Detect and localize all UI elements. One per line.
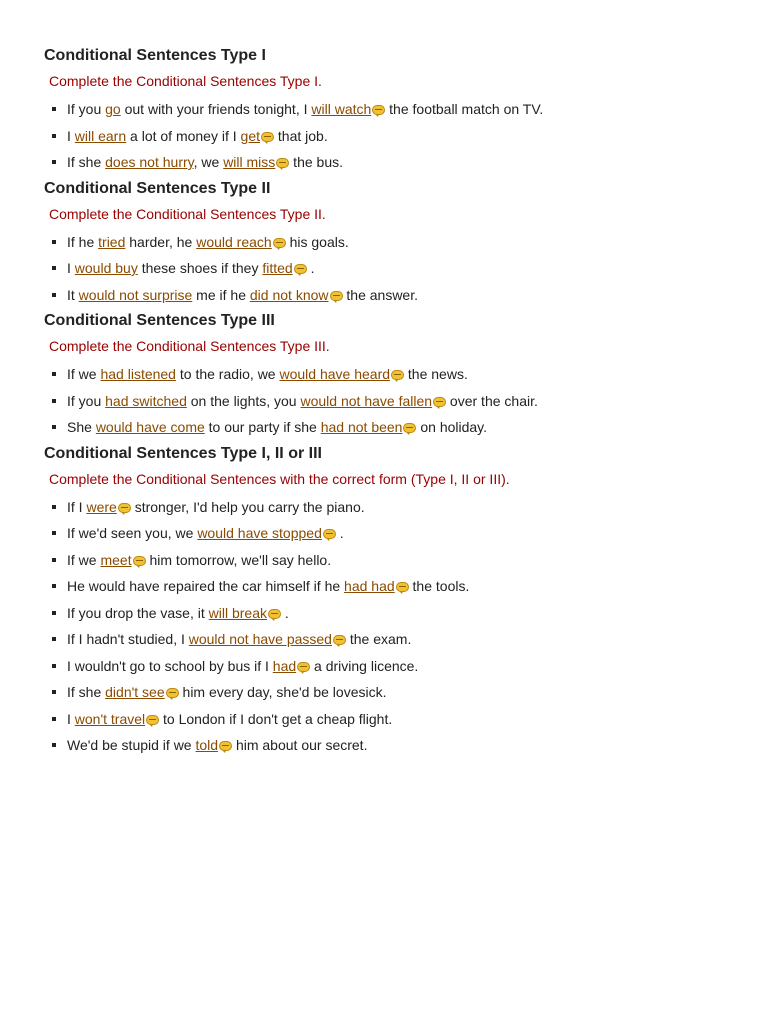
sentence-text: . [306,260,315,276]
bullet-icon [52,584,56,588]
sentence-text: him about our secret. [232,737,368,753]
hint-speech-bubble-icon[interactable] [273,238,286,248]
sentence-text: the football match on TV. [385,101,544,117]
answer-field[interactable]: had not been [320,419,403,435]
section-instruction: Complete the Conditional Sentences Type I. [49,73,322,89]
answer-field[interactable]: will watch [311,101,372,117]
sentence-text: harder, he [125,233,197,250]
exercise-item [44,152,768,172]
answer-field[interactable]: will miss [223,154,276,170]
sentence-text: I [67,127,75,144]
exercise-item [44,682,768,702]
sentence-text: to London if I don't get a cheap flight. [159,710,393,727]
bullet-icon [52,743,56,747]
answer-field[interactable]: go [105,101,121,117]
bullet-icon [52,240,56,244]
bullet-icon [52,690,56,694]
exercise-item [44,709,768,729]
sentence-text: stronger, I'd help you carry the piano. [130,498,365,515]
section-title: Conditional Sentences Type III [44,312,275,329]
answer-field[interactable]: meet [100,551,132,568]
exercise-item [44,258,768,278]
answer-field[interactable]: would reach [196,233,272,250]
bullet-icon [52,637,56,641]
hint-speech-bubble-icon[interactable] [297,662,310,672]
sentence-text: He would have repaired the car himself if he [67,578,345,594]
sentence-text: We'd be stupid if we [67,737,196,753]
sentence-text: on the lights, you [186,392,301,409]
exercise-item [44,417,768,437]
sentence-text: If you [67,101,106,117]
sentence-text: If we [67,551,101,568]
hint-speech-bubble-icon[interactable] [276,158,289,168]
sentence-text: . [281,604,289,621]
answer-field[interactable]: would not have fallen [300,392,433,409]
answer-field[interactable]: had [272,657,297,674]
bullet-icon [52,531,56,535]
exercise-item [44,550,768,570]
exercise-list [44,99,768,172]
hint-speech-bubble-icon[interactable] [372,105,385,115]
hint-speech-bubble-icon[interactable] [133,556,146,566]
sentence-text: these shoes if they [137,260,263,276]
bullet-icon [52,160,56,164]
exercise-item [44,364,768,384]
sentence-text: the bus. [289,154,343,170]
answer-field[interactable]: won't travel [74,710,146,727]
hint-speech-bubble-icon[interactable] [118,503,131,513]
sentence-text: the exam. [345,631,412,647]
bullet-icon [52,558,56,562]
sentence-text: him tomorrow, we'll say hello. [145,551,332,568]
exercise-item [44,391,768,411]
sentence-text: If we [67,366,101,382]
exercise-item [44,523,768,543]
exercise-item [44,497,768,517]
answer-field[interactable]: had switched [105,392,187,409]
hint-speech-bubble-icon[interactable] [333,635,346,645]
sentence-text: a lot of money if I [126,127,241,144]
exercise-item [44,232,768,252]
sentence-text: me if he [192,286,250,303]
bullet-icon [52,664,56,668]
hint-speech-bubble-icon[interactable] [396,582,409,592]
section-mixed-types [44,444,768,756]
sentence-text: the news. [404,366,468,382]
section-instruction: Complete the Conditional Sentences Type II. [49,205,326,222]
sentence-text: to the radio, we [175,366,280,382]
answer-field[interactable]: would have stopped [197,525,322,541]
hint-speech-bubble-icon[interactable] [166,688,179,698]
sentence-text: If we'd seen you, we [67,525,198,541]
bullet-icon [52,505,56,509]
sentence-text: It [67,286,79,303]
bullet-icon [52,107,56,111]
section-title: Conditional Sentences Type I, II or III [44,444,322,462]
exercise-item [44,629,768,649]
hint-speech-bubble-icon[interactable] [268,609,281,619]
sentence-text: I wouldn't go to school by bus if I [67,657,273,674]
sentence-text: If I hadn't studied, I [67,631,189,647]
section-type-2 [44,179,768,305]
answer-field[interactable]: will break [208,604,267,621]
answer-field[interactable]: were [86,498,117,515]
answer-field[interactable]: will earn [74,127,127,144]
section-type-3 [44,311,768,437]
sentence-text: over the chair. [446,392,538,409]
bullet-icon [52,372,56,376]
exercise-list [44,232,768,305]
sentence-text: If you [67,392,106,409]
answer-field[interactable]: had listened [100,366,176,382]
answer-field[interactable]: does not hurry [105,154,194,170]
sentence-text: . [335,525,344,541]
sentence-text: , we [193,154,224,170]
section-instruction: Complete the Conditional Sentences with the correct form (Type I, II or III). [49,470,510,487]
hint-speech-bubble-icon[interactable] [391,370,404,380]
sentence-text: If she [67,154,106,170]
answer-field[interactable]: did not know [249,286,329,303]
hint-speech-bubble-icon[interactable] [433,397,446,407]
section-title: Conditional Sentences Type II [44,179,271,197]
answer-field[interactable]: didn't see [105,684,165,700]
section-instruction: Complete the Conditional Sentences Type III. [49,338,330,354]
exercise-item [44,99,768,119]
exercise-item [44,576,768,596]
answer-field[interactable]: would not surprise [78,286,193,303]
sentence-text: If she [67,684,106,700]
answer-field[interactable]: had had [344,578,395,594]
hint-speech-bubble-icon[interactable] [323,529,336,539]
bullet-icon [52,293,56,297]
exercise-item [44,126,768,146]
bullet-icon [52,425,56,429]
answer-field[interactable]: would buy [74,260,138,276]
answer-field[interactable]: get [240,127,260,144]
sentence-text: his goals. [285,233,349,250]
section-type-1 [44,46,768,172]
sentence-text: I [67,710,75,727]
bullet-icon [52,611,56,615]
sentence-text: a driving licence. [310,657,419,674]
answer-field[interactable]: would have come [95,419,205,435]
hint-speech-bubble-icon[interactable] [219,741,232,751]
exercise-list [44,497,768,756]
hint-speech-bubble-icon[interactable] [146,715,159,725]
sentence-text: that job. [274,127,328,144]
answer-field[interactable]: tried [98,233,126,250]
hint-speech-bubble-icon[interactable] [330,291,343,301]
sentence-text: on holiday. [416,419,488,435]
sentence-text: If I [67,498,87,515]
section-title: Conditional Sentences Type I [44,47,266,64]
sentence-text: the answer. [342,286,418,303]
sentence-text: I [67,260,75,276]
bullet-icon [52,717,56,721]
sentence-text: She [67,419,96,435]
exercise-item [44,603,768,623]
exercise-item [44,735,768,755]
sentence-text: out with your friends tonight, I [120,101,312,117]
bullet-icon [52,134,56,138]
answer-field[interactable]: fitted [262,260,293,276]
bullet-icon [52,399,56,403]
sentence-text: to our party if she [204,419,321,435]
answer-field[interactable]: would have heard [279,366,391,382]
hint-speech-bubble-icon[interactable] [294,264,307,274]
sentence-text: the tools. [408,578,470,594]
sentence-text: him every day, she'd be lovesick. [178,684,387,700]
exercise-item [44,285,768,305]
exercise-item [44,656,768,676]
sentence-text: If you drop the vase, it [67,604,209,621]
hint-speech-bubble-icon[interactable] [403,423,416,433]
hint-speech-bubble-icon[interactable] [261,132,274,142]
sentence-text: If he [67,233,99,250]
exercise-list [44,364,768,437]
answer-field[interactable]: told [195,737,219,753]
bullet-icon [52,266,56,270]
answer-field[interactable]: would not have passed [188,631,332,647]
